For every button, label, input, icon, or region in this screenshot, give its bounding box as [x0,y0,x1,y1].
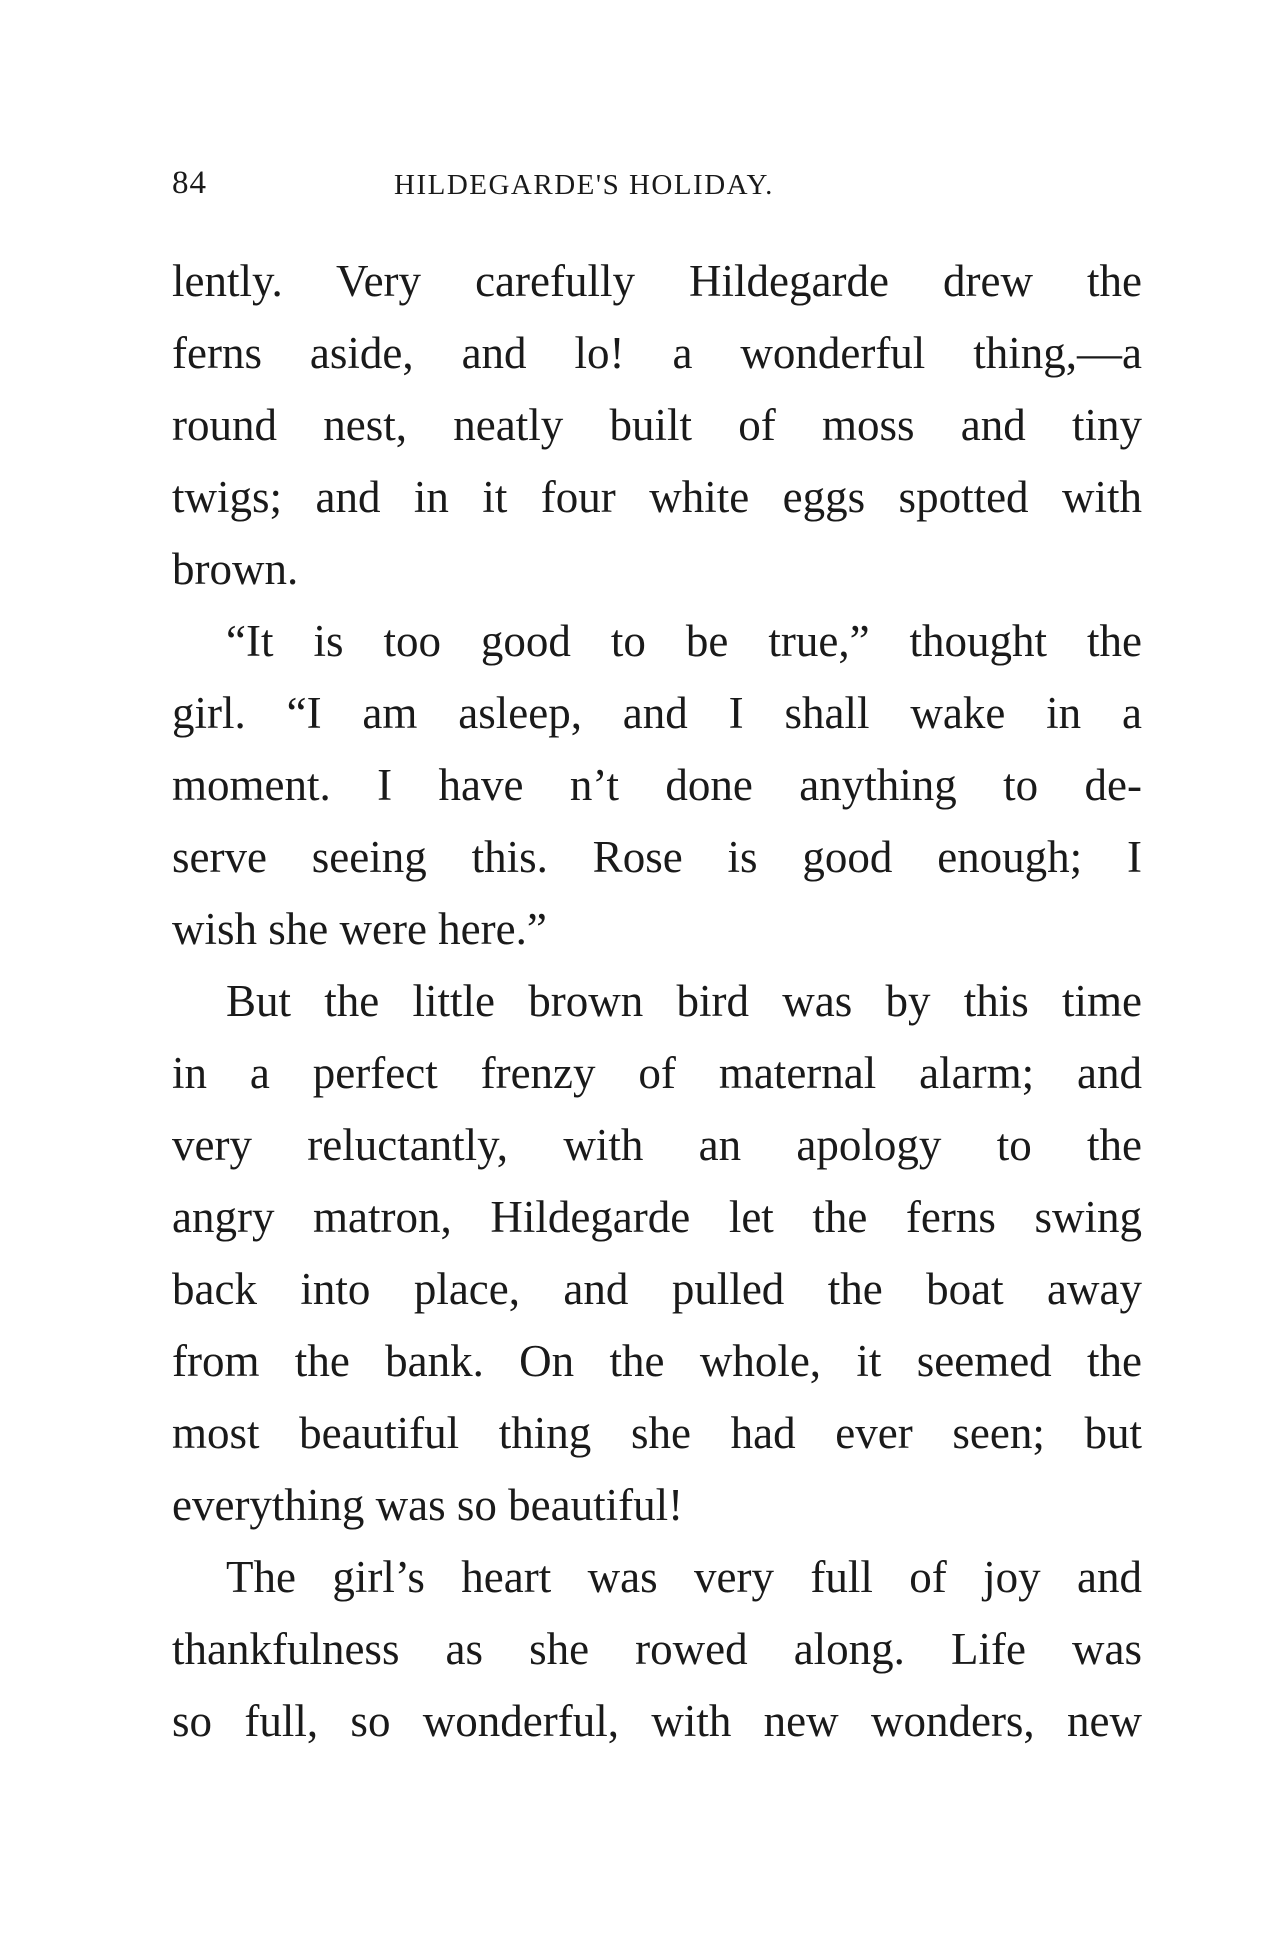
text-line: back into place, and pulled the boat away [172,1264,1142,1314]
text-line: everything was so beautiful! [172,1480,684,1530]
text-line: lently. Very carefully Hildegarde drew the [172,256,1142,306]
text-line: brown. [172,544,299,594]
text-line: thankfulness as she rowed along. Life was [172,1624,1142,1674]
text-line: girl. “I am asleep, and I shall wake in a [172,688,1142,738]
text-line: wish she were here.” [172,904,547,954]
running-head [172,165,1172,215]
running-title: HILDEGARDE'S HOLIDAY. [394,169,774,201]
text-line: very reluctantly, with an apology to the [172,1120,1142,1170]
text-line: round nest, neatly built of moss and tiny [172,400,1142,450]
text-line: The girl’s heart was very full of joy and [226,1552,1142,1602]
text-line: angry matron, Hildegarde let the ferns swing [172,1192,1142,1242]
page-number: 84 [172,165,207,201]
text-line: in a perfect frenzy of maternal alarm; and [172,1048,1142,1098]
text-line: so full, so wonderful, with new wonders, new [172,1696,1142,1746]
text-line: serve seeing this. Rose is good enough; I [172,832,1142,882]
text-line: moment. I have n’t done anything to de- [172,760,1142,810]
text-line: twigs; and in it four white eggs spotted with [172,472,1142,522]
text-line: But the little brown bird was by this time [226,976,1142,1026]
text-line: ferns aside, and lo! a wonderful thing,—a [172,328,1142,378]
text-line: “It is too good to be true,” thought the [226,616,1142,666]
text-line: from the bank. On the whole, it seemed the [172,1336,1142,1386]
text-line: most beautiful thing she had ever seen; but [172,1408,1142,1458]
